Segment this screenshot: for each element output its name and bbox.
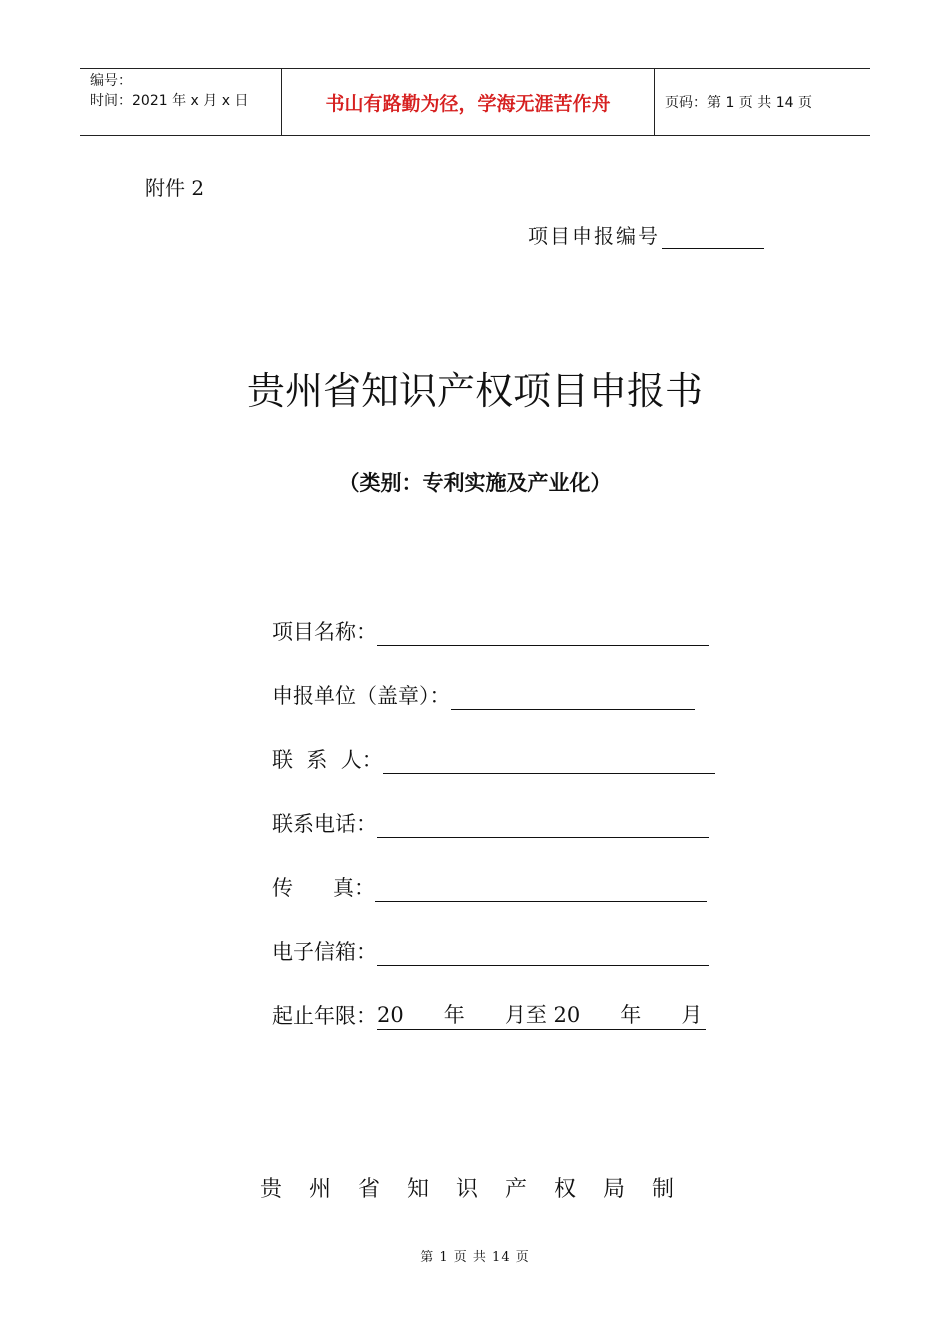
field-label: 传 真： [272, 876, 376, 900]
field-label: 项目名称： [272, 620, 377, 644]
time-label: 时间：2021 年 x 月 x 日 [90, 93, 249, 109]
number-label: 编号： [90, 73, 132, 89]
page-number: 第 1 页 共 14 页 [420, 1250, 530, 1265]
field-email [272, 936, 709, 966]
field-project-name [272, 616, 709, 646]
applicant-unit-blank[interactable] [451, 683, 695, 710]
document-subtitle: （类别：专利实施及产业化） [338, 471, 612, 495]
email-blank[interactable] [377, 939, 709, 966]
contact-person-blank[interactable] [383, 747, 715, 774]
project-number-blank[interactable] [662, 226, 764, 249]
field-label: 申报单位（盖章）： [272, 684, 451, 708]
field-period [272, 1000, 706, 1030]
field-label: 联 系 人： [272, 748, 383, 772]
document-title: 贵州省知识产权项目申报书 [246, 369, 703, 413]
field-contact-person [272, 744, 715, 774]
field-applicant-unit [272, 680, 695, 710]
project-number-label: 项目申报编号 [528, 224, 660, 248]
field-label: 电子信箱： [272, 940, 377, 964]
attachment-label: 附件 2 [145, 176, 205, 200]
fax-blank[interactable] [375, 875, 707, 902]
period-value[interactable]: 20 年 月至 20 年 月 [377, 999, 706, 1030]
header-motto [282, 69, 655, 135]
motto-text: 书山有路勤为径，学海无涯苦作舟 [325, 92, 611, 115]
field-contact-phone [272, 808, 709, 838]
page-info-text: 页码：第 1 页 共 14 页 [665, 95, 812, 111]
issuer-label: 贵州省知识产权局制 [260, 1177, 702, 1202]
project-number-row [528, 220, 764, 249]
field-fax [272, 872, 707, 902]
header-page-info [655, 69, 870, 135]
project-name-blank[interactable] [377, 619, 709, 646]
field-label: 联系电话： [272, 812, 377, 836]
contact-phone-blank[interactable] [377, 811, 709, 838]
header-meta [80, 69, 282, 135]
document-header [80, 68, 870, 136]
field-label: 起止年限： [272, 1004, 377, 1028]
